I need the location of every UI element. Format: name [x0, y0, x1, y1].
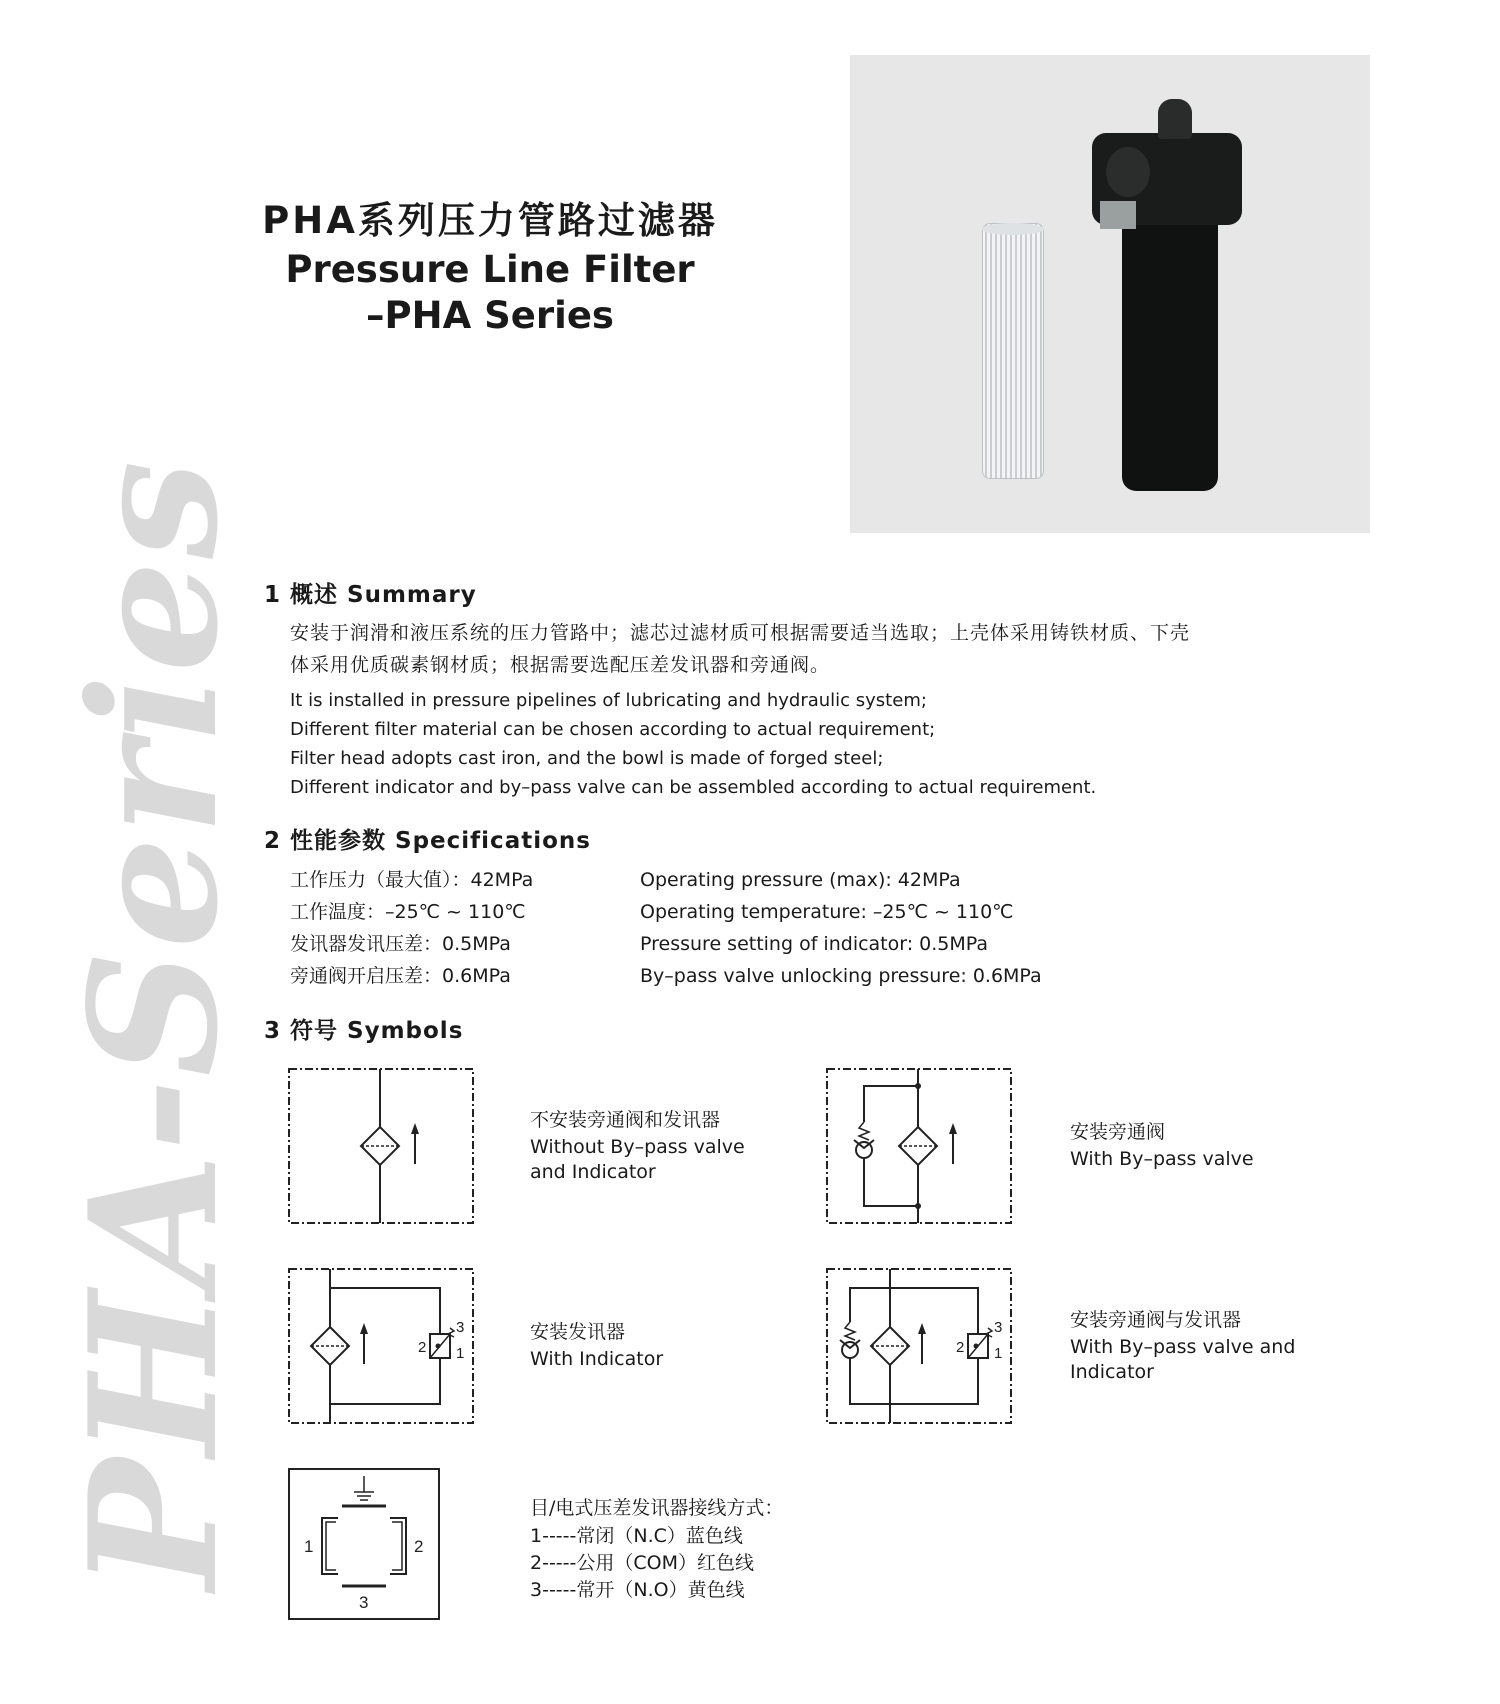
- symbol-wiring-diagram: [288, 1468, 440, 1620]
- spec-cn-row: 旁通阀开启压差：0.6MPa: [290, 965, 511, 987]
- wiring-terminal-3: 3: [359, 1593, 369, 1612]
- series-watermark: PHA-Series: [52, 458, 257, 1590]
- summary-en-line2: Different filter material can be chosen according to actual requirement;: [290, 719, 936, 740]
- symbol-with-bypass: [826, 1068, 1012, 1224]
- symbol1-label-en1: Without By–pass valve: [530, 1136, 745, 1158]
- spec-en-row: Operating temperature: –25℃ ~ 110℃: [640, 901, 1014, 923]
- symbols-heading: 3 符号 Symbols: [264, 1018, 464, 1044]
- symbol-with-indicator: [288, 1268, 474, 1424]
- symbol3-label-cn: 安装发讯器: [530, 1321, 626, 1343]
- filter-element-image: [982, 223, 1044, 479]
- port-1-label: 1: [456, 1345, 465, 1362]
- spec-cn-row: 工作压力（最大值）：42MPa: [290, 869, 534, 891]
- symbol3-label-en1: With Indicator: [530, 1348, 664, 1370]
- port-2-label: 2: [956, 1339, 965, 1356]
- port-1-label: 1: [994, 1345, 1003, 1362]
- summary-en-line1: It is installed in pressure pipelines of lubricating and hydraulic system;: [290, 690, 927, 711]
- summary-en-line3: Filter head adopts cast iron, and the bowl is made of forged steel;: [290, 748, 884, 769]
- spec-cn-row: 发讯器发讯压差：0.5MPa: [290, 933, 511, 955]
- title-english-line2: –PHA Series: [366, 294, 614, 337]
- title-english-line1: Pressure Line Filter: [285, 248, 695, 291]
- title-chinese: PHA系列压力管路过滤器: [262, 199, 718, 242]
- summary-en-line4: Different indicator and by–pass valve can be assembled according to actual requirement.: [290, 777, 1097, 798]
- symbol2-label-cn: 安装旁通阀: [1070, 1121, 1166, 1143]
- symbol-filter-only: [288, 1068, 474, 1224]
- wiring-terminal-2: 2: [414, 1537, 424, 1556]
- spec-cn-row: 工作温度：–25℃ ~ 110℃: [290, 901, 526, 923]
- symbol-with-bypass-and-indicator: [826, 1268, 1012, 1424]
- symbol4-label-en1: With By–pass valve and: [1070, 1336, 1296, 1358]
- wiring-line-3: 3-----常开（N.O）黄色线: [530, 1579, 745, 1601]
- product-photo: [850, 55, 1370, 533]
- spec-en-row: Pressure setting of indicator: 0.5MPa: [640, 933, 989, 955]
- wiring-title: 目/电式压差发讯器接线方式：: [530, 1497, 784, 1519]
- summary-heading: 1 概述 Summary: [264, 582, 477, 608]
- port-2-label: 2: [418, 1339, 427, 1356]
- symbol4-label-cn: 安装旁通阀与发讯器: [1070, 1309, 1242, 1331]
- spec-en-row: Operating pressure (max): 42MPa: [640, 869, 961, 891]
- port-3-label: 3: [456, 1319, 465, 1336]
- wiring-line-1: 1-----常闭（N.C）蓝色线: [530, 1525, 743, 1547]
- symbol1-label-cn: 不安装旁通阀和发讯器: [530, 1109, 721, 1131]
- summary-cn-line1: 安装于润滑和液压系统的压力管路中；滤芯过滤材质可根据需要适当选取；上壳体采用铸铁材质、下壳: [290, 622, 1191, 644]
- symbol1-label-en2: and Indicator: [530, 1161, 656, 1183]
- wiring-line-2: 2-----公用（COM）红色线: [530, 1552, 754, 1574]
- port-3-label: 3: [994, 1319, 1003, 1336]
- wiring-terminal-1: 1: [304, 1537, 314, 1556]
- summary-cn-line2: 体采用优质碳素钢材质；根据需要选配压差发讯器和旁通阀。: [290, 654, 831, 676]
- spec-en-row: By–pass valve unlocking pressure: 0.6MPa: [640, 965, 1042, 987]
- symbol4-label-en2: Indicator: [1070, 1361, 1154, 1383]
- symbol2-label-en1: With By–pass valve: [1070, 1148, 1254, 1170]
- filter-bowl-image: [1122, 215, 1218, 491]
- specifications-heading: 2 性能参数 Specifications: [264, 828, 591, 854]
